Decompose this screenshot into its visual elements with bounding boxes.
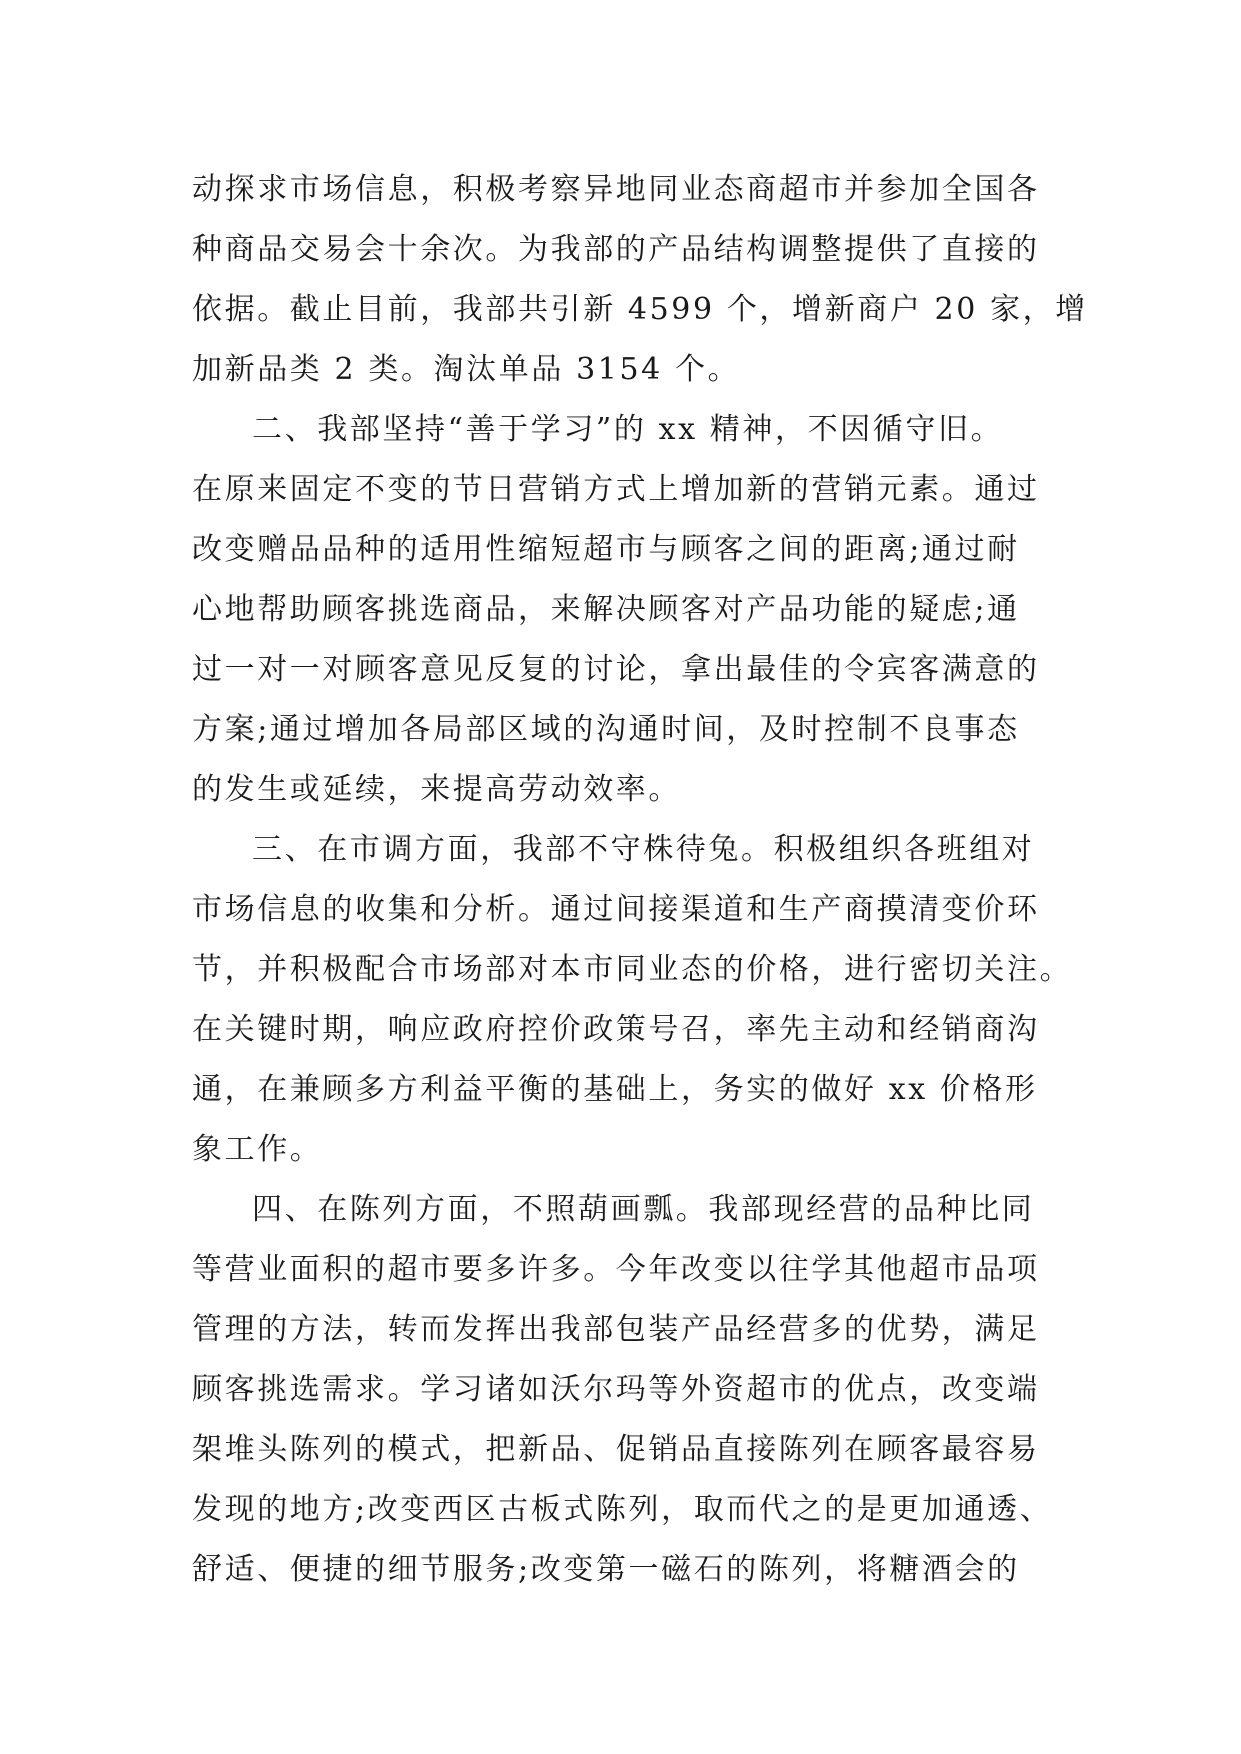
document-body [192,160,1088,1600]
text-line: 动探求市场信息，积极考察异地同业态商超市并参加全国各 [192,172,1040,207]
text-line: 方案;通过增加各局部区域的沟通时间，及时控制不良事态 [192,712,1020,747]
text-line: 改变赠品品种的适用性缩短超市与顾客之间的距离;通过耐 [192,532,1020,567]
text-line: 市场信息的收集和分析。通过间接渠道和生产商摸清变价环 [192,892,1040,927]
text-line: 舒适、便捷的细节服务;改变第一磁石的陈列，将糖酒会的 [192,1552,1020,1587]
paragraph-heading-line: 三、在市调方面，我部不守株待兔。积极组织各班组对 [252,832,1035,867]
text-line: 的发生或延续，来提高劳动效率。 [192,772,681,807]
text-line: 心地帮助顾客挑选商品，来解决顾客对产品功能的疑虑;通 [192,592,1020,627]
paragraph-heading-line: 四、在陈列方面，不照葫画瓢。我部现经营的品种比同 [252,1192,1035,1227]
text-line: 顾客挑选需求。学习诸如沃尔玛等外资超市的优点，改变端 [192,1372,1040,1407]
text-line: 过一对一对顾客意见反复的讨论，拿出最佳的令宾客满意的 [192,652,1040,687]
text-line: 依据。截止目前，我部共引新 4599 个，增新商户 20 家，增 [192,292,1088,327]
paragraph-heading-line: 二、我部坚持“善于学习”的 xx 精神，不因循守旧。 [252,412,1004,447]
text-line: 节，并积极配合市场部对本市同业态的价格，进行密切关注。 [192,952,1073,987]
text-line: 发现的地方;改变西区古板式陈列，取而代之的是更加通透、 [192,1492,1053,1527]
text-line: 等营业面积的超市要多许多。今年改变以往学其他超市品项 [192,1252,1040,1287]
text-line: 管理的方法，转而发挥出我部包装产品经营多的优势，满足 [192,1312,1040,1347]
text-line: 在关键时期，响应政府控价政策号召，率先主动和经销商沟 [192,1012,1040,1047]
text-line: 架堆头陈列的模式，把新品、促销品直接陈列在顾客最容易 [192,1432,1040,1467]
text-line: 象工作。 [192,1132,323,1167]
text-line: 在原来固定不变的节日营销方式上增加新的营销元素。通过 [192,472,1040,507]
text-line: 种商品交易会十余次。为我部的产品结构调整提供了直接的 [192,232,1040,267]
text-line: 通，在兼顾多方利益平衡的基础上，务实的做好 xx 价格形 [192,1072,1038,1107]
text-line: 加新品类 2 类。淘汰单品 3154 个。 [192,352,741,387]
